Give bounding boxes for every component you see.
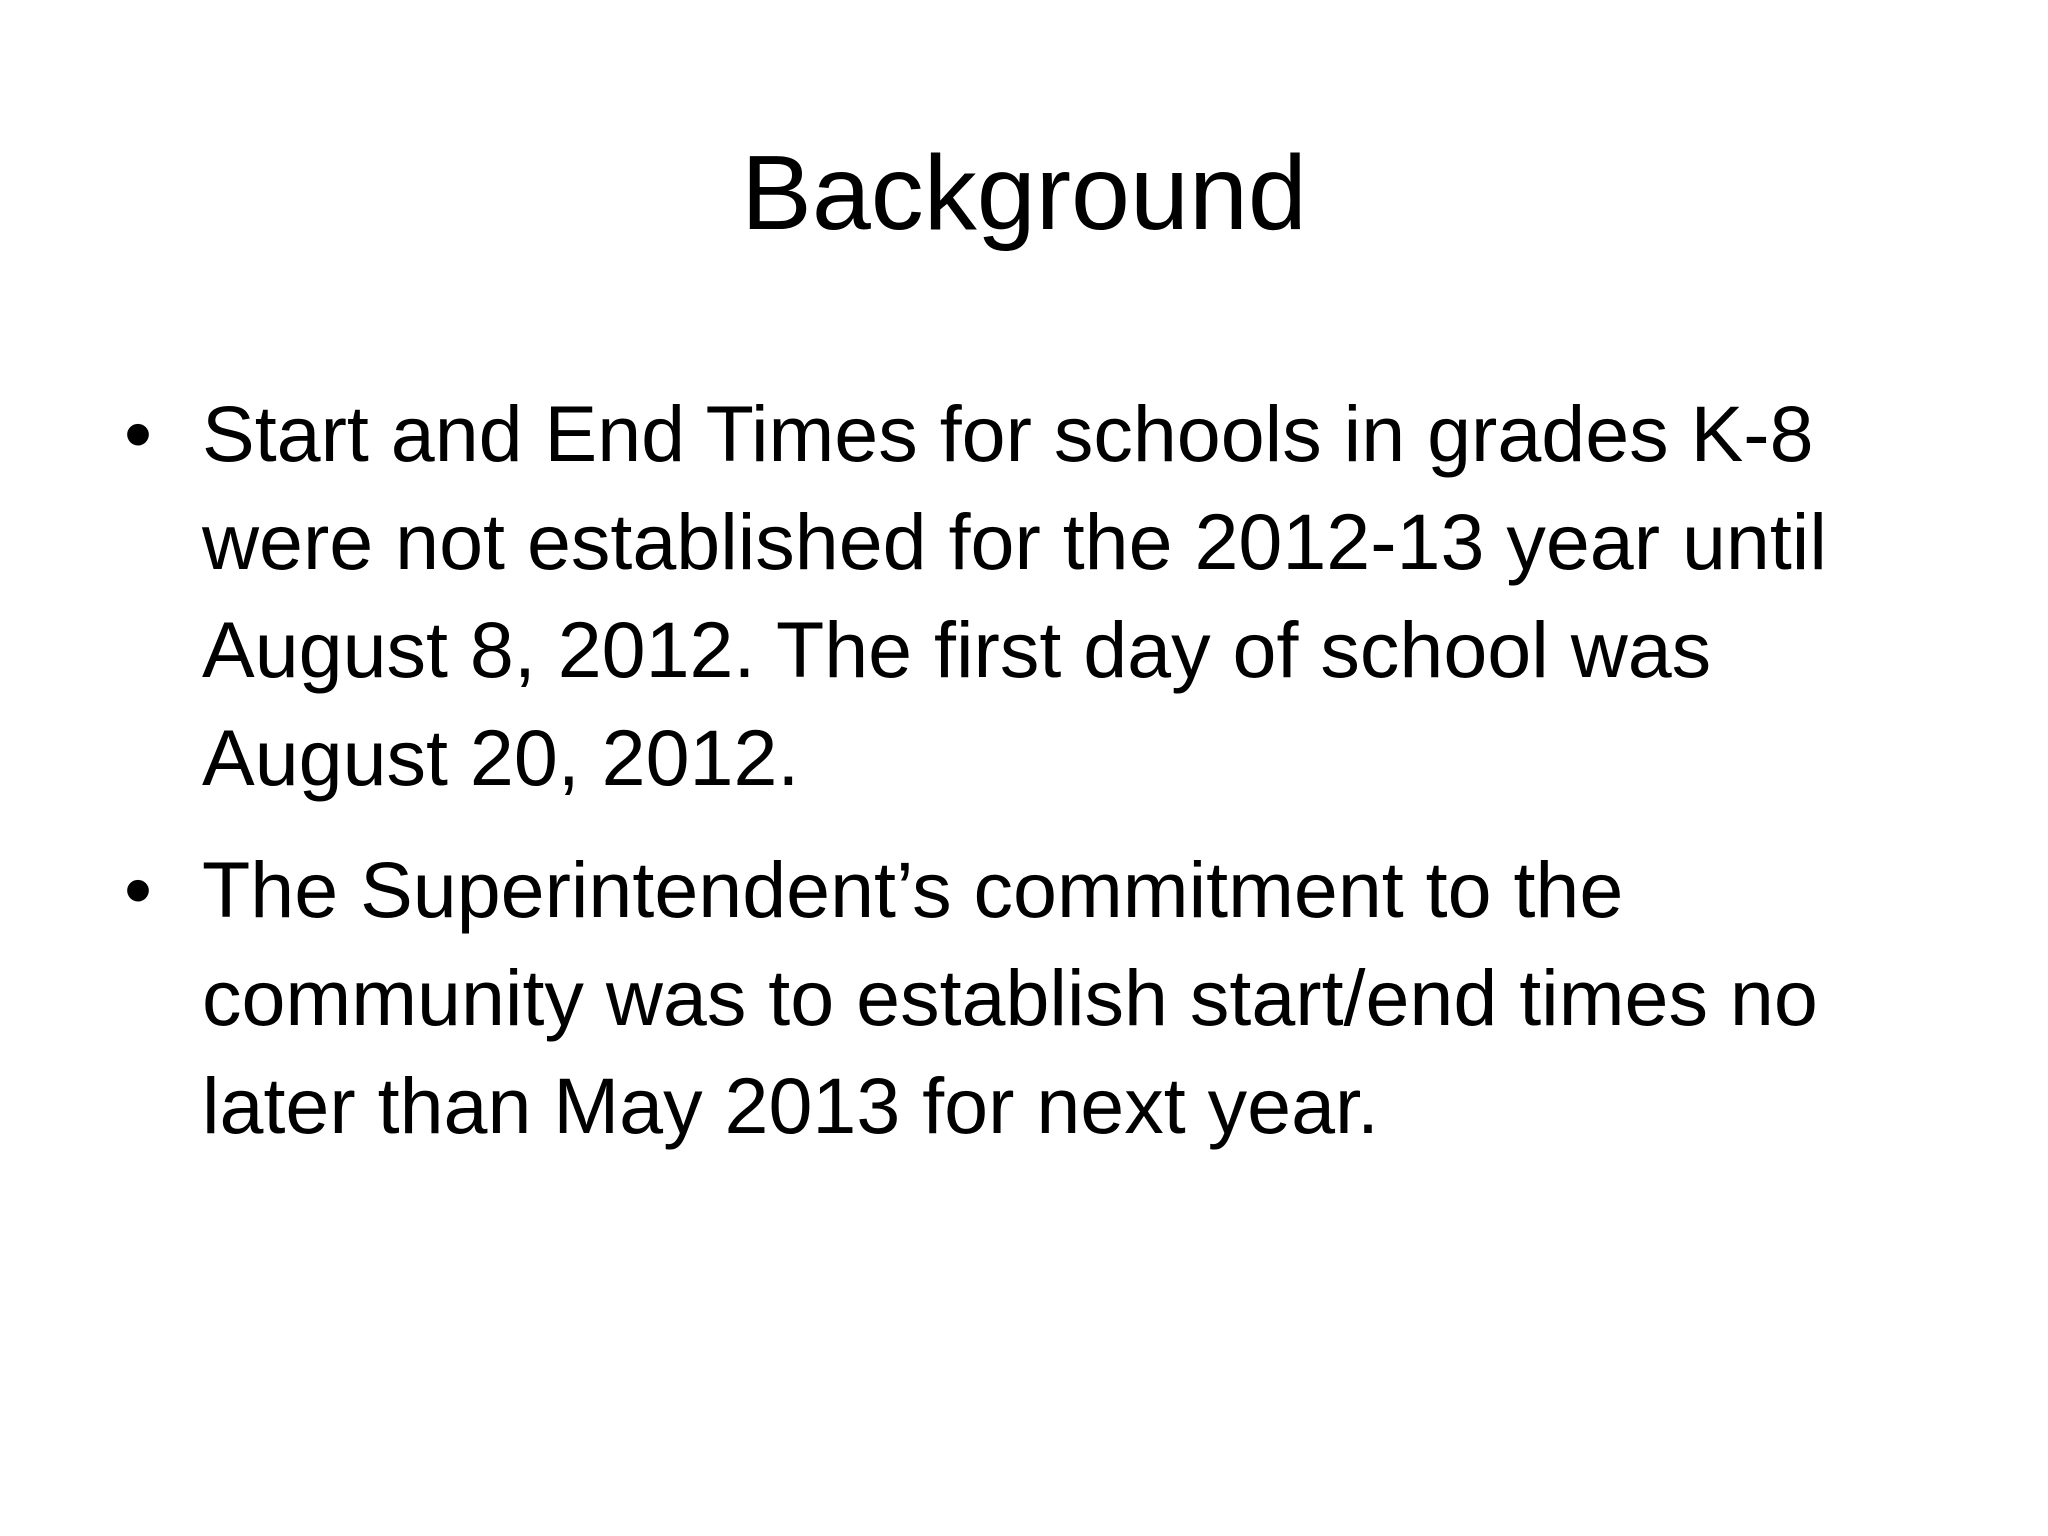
slide-title: Background	[741, 134, 1307, 252]
bullet-list	[124, 380, 1924, 1184]
bullet-item	[124, 380, 1924, 812]
bullet-text: Start and End Times for schools in grades K-8 were not established for the 2012-13 year until August 8, 2012. The first day of school was August 20, 2012.	[202, 389, 1827, 802]
bullet-item	[124, 836, 1924, 1160]
bullet-marker: •	[124, 389, 153, 478]
bullet-text: The Superintendent’s commitment to the community was to establish start/end times no later than May 2013 for next year.	[202, 845, 1818, 1150]
bullet-marker: •	[124, 845, 153, 934]
